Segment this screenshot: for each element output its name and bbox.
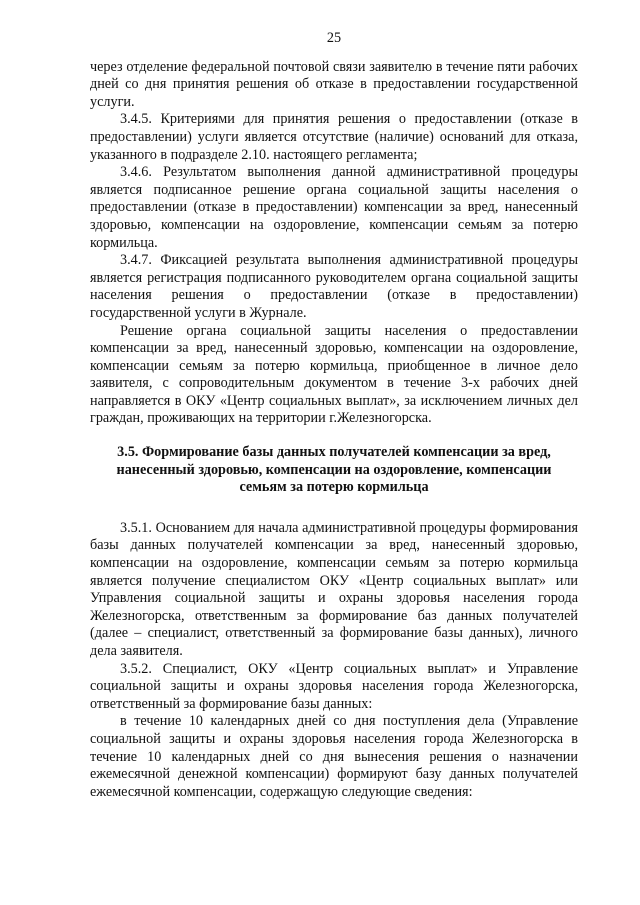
section-title-3-5: 3.5. Формирование базы данных получателей компенсации за вред, нанесенный здоровью, компенсации на оздоровление, компенсации семьям за потерю кормильца — [116, 444, 552, 496]
paragraph-decision-transfer: Решение органа социальной защиты населения о предоставлении компенсации за вред, нанесенный здоровью, компенсации на оздоровление, компенсации семьям за потерю кормильца, приобщенное в личное дело заявителя, с сопроводительным документом в течение 3-х рабочих дней направляется в ОКУ «Центр социальных выплат», за исключением личных дел граждан, проживающих на территории г.Железногорска. — [90, 322, 578, 427]
document-page — [90, 30, 578, 801]
paragraph-3-4-6: 3.4.6. Результатом выполнения данной административной процедуры является подписанное решение органа социальной защиты населения о предоставлении (отказе в предоставлении) компенсации за вред, нанесенный здоровью, компенсации на оздоровление, компенсации семьям за потерю кормильца. — [90, 164, 578, 251]
paragraph-3-5-1: 3.5.1. Основанием для начала административной процедуры формирования базы данных получателей компенсации за вред, нанесенный здоровью, компенсации на оздоровление, компенсации семьям за потерю кормильца является получение специалистом ОКУ «Центр социальных выплат» или Управления социальной защиты и охраны здоровья населения города Железногорска, ответственным за формирование баз данных получателей (далее – специалист, ответственный за формирование базы данных), личного дела заявителя. — [90, 519, 578, 659]
paragraph-3-4-7: 3.4.7. Фиксацией результата выполнения административной процедуры является регистрация подписанного руководителем органа социальной защиты населения решения о предоставлении (отказе в предоставлении) государственной услуги в Журнале. — [90, 252, 578, 321]
page-number: 25 — [326, 30, 342, 46]
paragraph-3-4-5: 3.4.5. Критериями для принятия решения о предоставлении (отказе в предоставлении) услуги является отсутствие (наличие) оснований для отказа, указанного в подразделе 2.10. настоящего регламента; — [90, 111, 578, 163]
paragraph-database-forming: в течение 10 календарных дней со дня поступления дела (Управление социальной защиты и охраны здоровья населения города Железногорска в течение 10 календарных дней со дня вынесения решения о назначении ежемесячной денежной компенсации) формируют базу данных получателей ежемесячной компенсации, содержащую следующие сведения: — [90, 713, 578, 800]
paragraph-postal-delivery: через отделение федеральной почтовой связи заявителю в течение пяти рабочих дней со дня принятия решения об отказе в предоставлении государственной услуги. — [90, 58, 578, 110]
paragraph-3-5-2: 3.5.2. Специалист, ОКУ «Центр социальных выплат» и Управление социальной защиты и охраны здоровья населения города Железногорска, ответственный за формирование базы данных: — [90, 660, 578, 712]
